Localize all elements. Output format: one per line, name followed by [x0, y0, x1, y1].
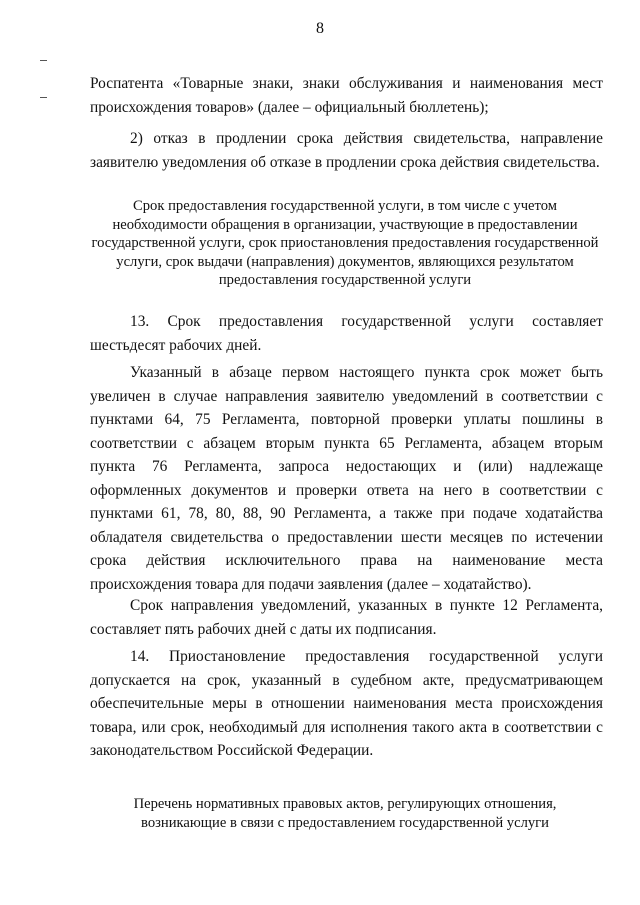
- paragraph-13-first-line: [90, 310, 603, 334]
- word: предоставления: [305, 648, 410, 665]
- scan-mark-top: [40, 60, 47, 61]
- paragraph-13: [90, 310, 603, 357]
- paragraph-14-first-line: [90, 645, 603, 669]
- paragraph-13-rest: шестьдесят рабочих дней.: [90, 336, 262, 354]
- paragraph-item-2: 2) отказ в продлении срока действия свидетельства, направление заявителю уведомления об отказе в продлении срока действия свидетельства.: [90, 130, 603, 171]
- word: Срок: [167, 313, 201, 330]
- paragraph-continuation: Роспатента «Товарные знаки, знаки обслуживания и наименования мест происхождения товаров» (далее – официальный бюллетень);: [90, 75, 603, 116]
- scan-mark-mid: [40, 97, 47, 98]
- paragraph-13-third: Срок направления уведомлений, указанных в пункте 12 Регламента, составляет пять рабочих дней с даты их подписания.: [90, 597, 603, 638]
- paragraph-14-rest: допускается на срок, указанный в судебном акте, предусматривающем обеспечительные меры в отношении наименования места происхождения товара, или срок, необходимый для исполнения такого акта в соответствии с законодательством Российской Федерации.: [90, 671, 603, 759]
- word: составляет: [532, 313, 603, 330]
- word: государственной: [429, 648, 539, 665]
- word: предоставления: [218, 313, 324, 330]
- word: услуги: [558, 648, 603, 665]
- paragraph-13-second: Указанный в абзаце первом настоящего пункта срок может быть увеличен в случае направления заявителю уведомлений в соответствии с пунктами 64, 75 Регламента, повторной проверки уплаты пошлины в соответствии с абзацем вторым пункта 65 Регламента, абзацем вторым пункта 76 Регламента, запроса недостающих и (или) надлежаще оформленных документов и проверки ответа на него в соответствии с пунктами 61, 78, 80, 88, 90 Регламента, а также при подаче ходатайства обладателя свидетельства о предоставлении шести месяцев по истечении срока действия исключительного права на наименование места происхождения товара для подачи заявления (далее – ходатайство).: [90, 364, 603, 593]
- section-heading-term: Срок предоставления государственной услуги, в том числе с учетом необходимости обращения в организации, участвующие в предоставлении государственной услуги, срок приостановления предоставления государственной услуги, срок выдачи (направления) документов, являющихся результатом предоставления государственной услуги: [91, 198, 599, 288]
- page-number: 8: [316, 20, 324, 37]
- word: государственной: [341, 313, 452, 330]
- word: Приостановление: [168, 648, 286, 665]
- word: услуги: [469, 313, 514, 330]
- paragraph-14: [90, 645, 603, 763]
- clause-number-13: 13.: [130, 313, 150, 330]
- clause-number-14: 14.: [130, 648, 150, 665]
- section-heading-legal-acts: Перечень нормативных правовых актов, регулирующих отношения, возникающие в связи с предоставлением государственной услуги: [133, 796, 557, 831]
